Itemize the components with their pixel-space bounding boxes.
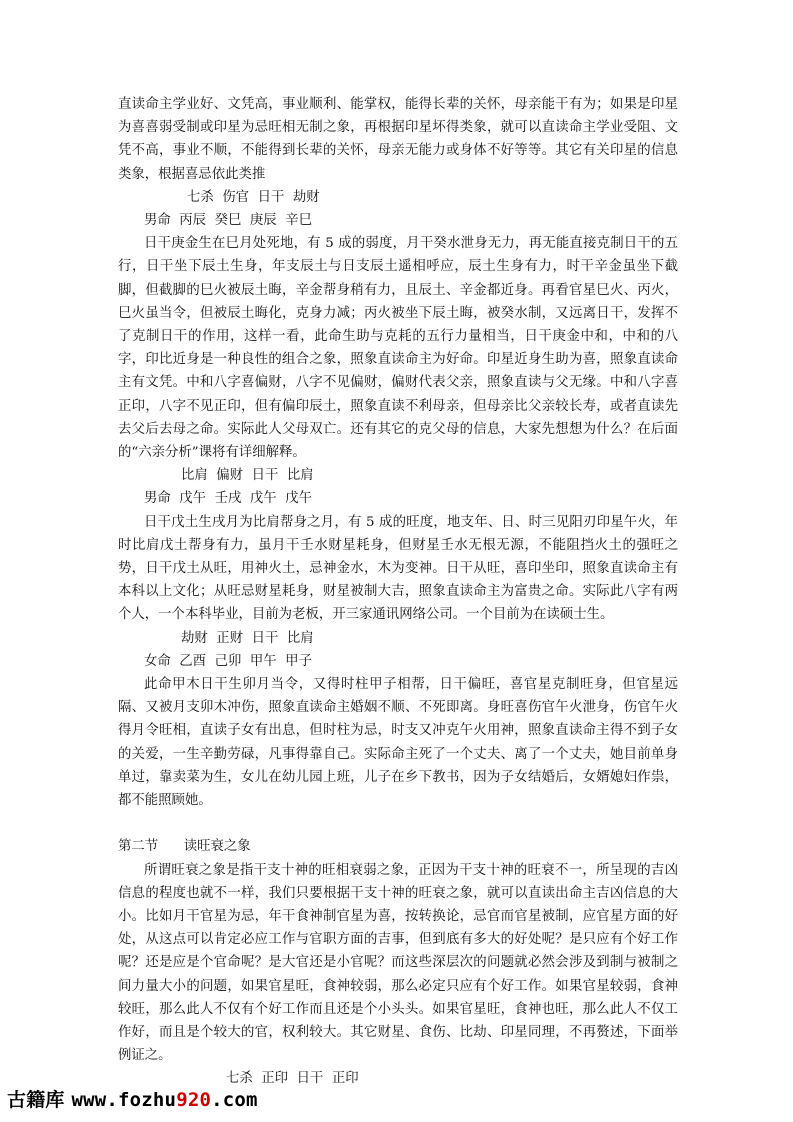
- paragraph-1: 直读命主学业好、文凭高，事业顺利、能掌权，能得长辈的关怀，母亲能干有为；如果是印星为喜喜弱受制或印星为忌旺相无制之象，再根据印星坏得类象，就可以直读命主学业受阻、文凭不高，事业不顺，不能得到长辈的关怀，母亲无能力或身体不好等等。其它有关印星的信息类象，根据喜忌依此类推: [118, 97, 678, 182]
- chart-1-bazi-line: 男命 丙辰 癸巳 庚辰 辛巳: [144, 213, 312, 229]
- chart-3-shishen-line: 劫财 正财 日干 比肩: [181, 630, 314, 646]
- site-name: 古籍库: [7, 1089, 65, 1111]
- url-prefix: www.fozhu: [71, 1089, 177, 1111]
- section-heading: 第二节 读旺衰之象: [118, 839, 251, 855]
- paragraph-5: 所谓旺衰之象是指干支十神的旺相衰弱之象，正因为干支十神的旺衰不一，所呈现的吉凶信息的程度也就不一样，我们只要根据干支十神的旺衰之象，就可以直读出命主吉凶信息的大小。比如月干官星为忌，年干食神制官星为喜，按转换论，忌官而官星被制，应官星方面的好处，从这点可以肯定必应工作与官职方面的吉事，但到底有多大的好处呢？是只应有个好工作呢？还是应是个官命呢？是大官还是小官呢？而这些深层次的问题就必然会涉及到制与被制之间力量大小的问题，如果官星旺，食神较弱，那么必定只应有个好工作。如果官星较弱，食神较旺，那么此人不仅有个好工作而且还是个小头头。如果官星旺，食神也旺，那么此人不仅工作好，而且是个较大的官，权利较大。其它财星、食伤、比劫、印星同理，不再赘述，下面举例证之。: [118, 862, 678, 1064]
- paragraph-4: 此命甲木日干生卯月当令，又得时柱甲子相帮，日干偏旺，喜官星克制旺身，但官星远隔、又被月支卯木冲伤，照象直读命主婚姻不顺、不死即离。身旺喜伤官午火泄身，伤官午火得月令旺相，直读子女有出息，但时柱为忌，时支又冲克午火用神，照象直读命主得不到子女的关爱，一生辛勤劳碌，凡事得靠自己。实际命主死了一个丈夫、离了一个丈夫，她目前单身单过，靠卖菜为生，女儿在幼儿园上班，儿子在乡下教书，因为子女结婚后，女婿媳妇作祟，都不能照顾她。: [118, 677, 678, 809]
- paragraph-3: 日干戊土生戌月为比肩帮身之月，有 5 成的旺度，地支年、日、时三见阳刃印星午火，年时比肩戊土帮身有力，虽月干壬水财星耗身，但财星壬水无根无源，不能阻挡火土的强旺之势，日干戊土从旺，用神火土，忌神金水，木为变神。日干从旺，喜印坐印，照象直读命主有本科以上文化；从旺忌财星耗身，财星被制大吉，照象直读命主为富贵之命。实际此八字有两个人，一个本科毕业，目前为老板，开三家通讯网络公司。一个目前为在读硕士生。: [118, 514, 678, 623]
- site-url: [71, 1089, 257, 1111]
- url-number: 920: [176, 1089, 212, 1111]
- chart-2-shishen-line: 比肩 偏财 日干 比肩: [181, 468, 314, 484]
- url-suffix: .com: [211, 1089, 258, 1111]
- chart-4-shishen-line: 七杀 正印 日干 正印: [226, 1071, 359, 1087]
- chart-1-shishen-line: 七杀 伤官 日干 劫财: [187, 189, 320, 205]
- paragraph-2: 日干庚金生在巳月处死地，有 5 成的弱度，月干癸水泄身无力，再无能直接克制日干的五行，日干坐下辰土生身，年支辰土与日支辰土遥相呼应，辰土生身有力，时干辛金虽坐下截脚，但截脚的巳火被辰土晦，辛金帮身稍有力，且辰土、辛金都近身。再看官星巳火、丙火，巳火虽当令，但被辰土晦化，克身力减；丙火被坐下辰土晦，被癸水制，又远离日干，发挥不了克制日干的作用，这样一看，此命生助与克耗的五行力量相当，日干庚金中和，中和的八字，印比近身是一种良性的组合之象，照象直读命主为好命。印星近身生助为喜，照象直读命主有文凭。中和八字喜偏财，八字不见偏财，偏财代表父亲，照象直读与父无缘。中和八字喜正印，八字不见正印，但有偏印辰土，照象直读不利母亲，但母亲比父亲较长寿，或者直读先去父后去母之命。实际此人父母双亡。还有其它的克父母的信息，大家先想想为什么？在后面的“六亲分析”课将有详细解释。: [118, 236, 678, 461]
- chart-2-bazi-line: 男命 戊午 壬戌 戊午 戊午: [144, 491, 312, 507]
- watermark-footer: [7, 1085, 258, 1112]
- chart-3-bazi-line: 女命 乙酉 己卯 甲午 甲子: [144, 653, 312, 669]
- document-body: [118, 93, 678, 1091]
- section-gap: [118, 812, 678, 835]
